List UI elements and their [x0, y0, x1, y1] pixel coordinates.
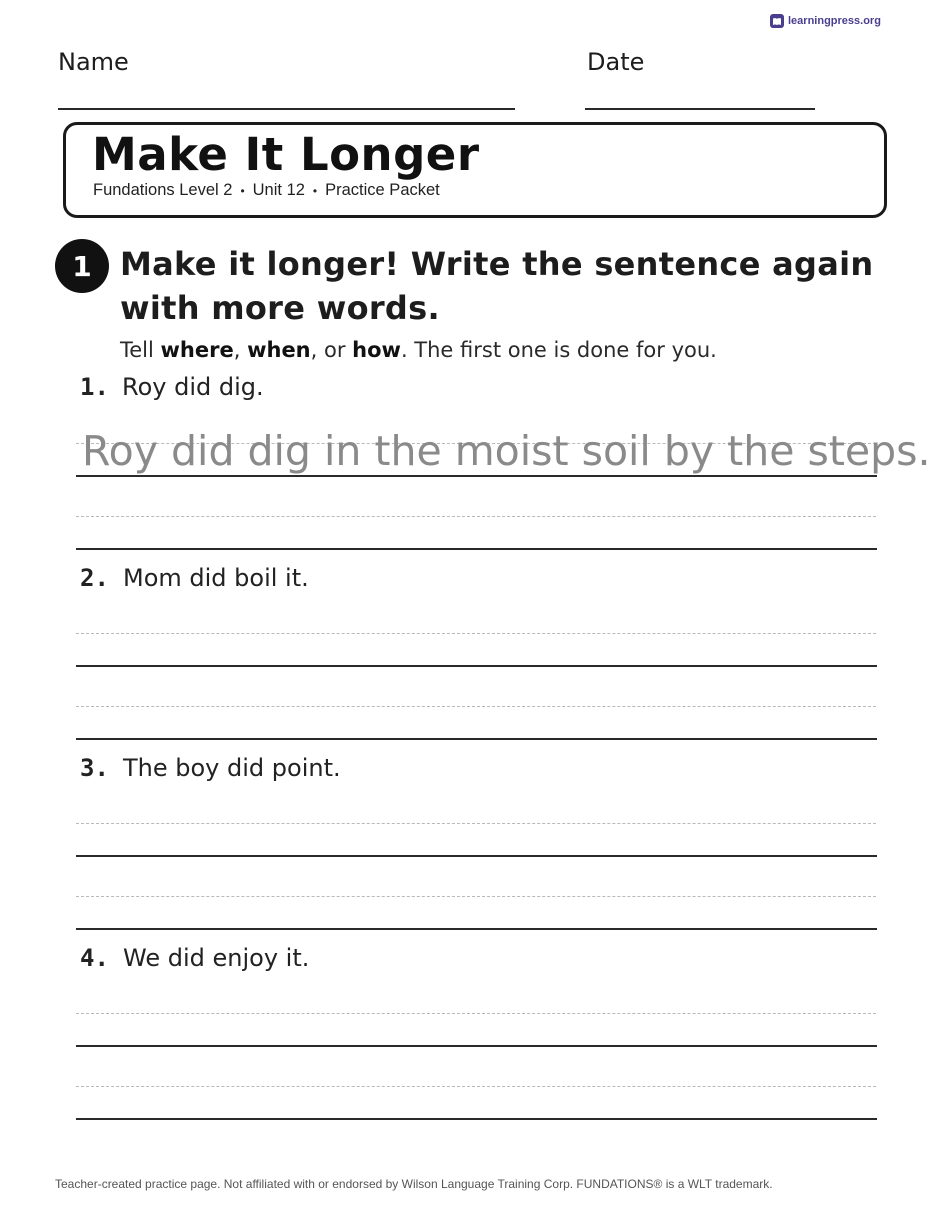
writing-line[interactable] [76, 1118, 877, 1120]
example-answer: Roy did dig in the moist soil by the steps. [82, 427, 931, 475]
footer-disclaimer: Teacher-created practice page. Not affiliated with or endorsed by Wilson Language Training Corp. FUNDATIONS® is a WLT trademark. [55, 1177, 773, 1191]
book-icon [770, 14, 784, 28]
writing-line[interactable] [76, 1045, 877, 1047]
writing-guide-dashed [76, 1086, 876, 1087]
unit-label: Unit 12 [252, 181, 305, 199]
keyword-how: how [352, 338, 401, 362]
level-label: Fundations Level 2 [93, 181, 233, 199]
writing-guide-dashed [76, 823, 876, 824]
brand-site: learningpress.org [788, 15, 881, 27]
writing-line[interactable] [76, 738, 877, 740]
brand-link[interactable] [770, 12, 881, 30]
writing-line[interactable] [76, 548, 877, 550]
writing-line[interactable] [76, 928, 877, 930]
writing-line[interactable] [76, 855, 877, 857]
date-field[interactable] [585, 108, 815, 110]
section-number-badge: 1 [55, 239, 109, 293]
writing-line[interactable] [76, 475, 877, 477]
keyword-when: when [247, 338, 311, 362]
instruction-text: , or [310, 338, 353, 362]
section-title-line1: Make it longer! Write the sentence again [120, 245, 874, 283]
writing-guide-dashed [76, 1013, 876, 1014]
packet-label: Practice Packet [325, 181, 440, 199]
item-number: 4. [80, 944, 109, 972]
section-title-line2: with more words. [120, 289, 440, 327]
item-number: 2. [80, 564, 109, 592]
writing-line[interactable] [76, 665, 877, 667]
writing-guide-dashed [76, 633, 876, 634]
item-sentence: The boy did point. [123, 754, 341, 782]
name-label: Name [58, 48, 129, 76]
instruction-text: , [233, 338, 248, 362]
item-number: 1. [80, 373, 109, 401]
item-sentence: We did enjoy it. [123, 944, 310, 972]
separator-dot: • [312, 183, 318, 198]
page-title: Make It Longer [92, 128, 480, 181]
page-subtitle [93, 181, 440, 200]
instructions [120, 338, 717, 362]
writing-guide-dashed [76, 516, 876, 517]
item-sentence: Roy did dig. [122, 373, 264, 401]
instruction-text: Tell [120, 338, 161, 362]
separator-dot: • [240, 183, 245, 198]
writing-guide-dashed [76, 896, 876, 897]
date-label: Date [587, 48, 645, 76]
writing-guide-dashed [76, 706, 876, 707]
instruction-text: . The first one is done for you. [400, 338, 717, 362]
item-number: 3. [80, 754, 109, 782]
item-sentence: Mom did boil it. [123, 564, 309, 592]
name-field[interactable] [58, 108, 515, 110]
keyword-where: where [160, 338, 234, 362]
